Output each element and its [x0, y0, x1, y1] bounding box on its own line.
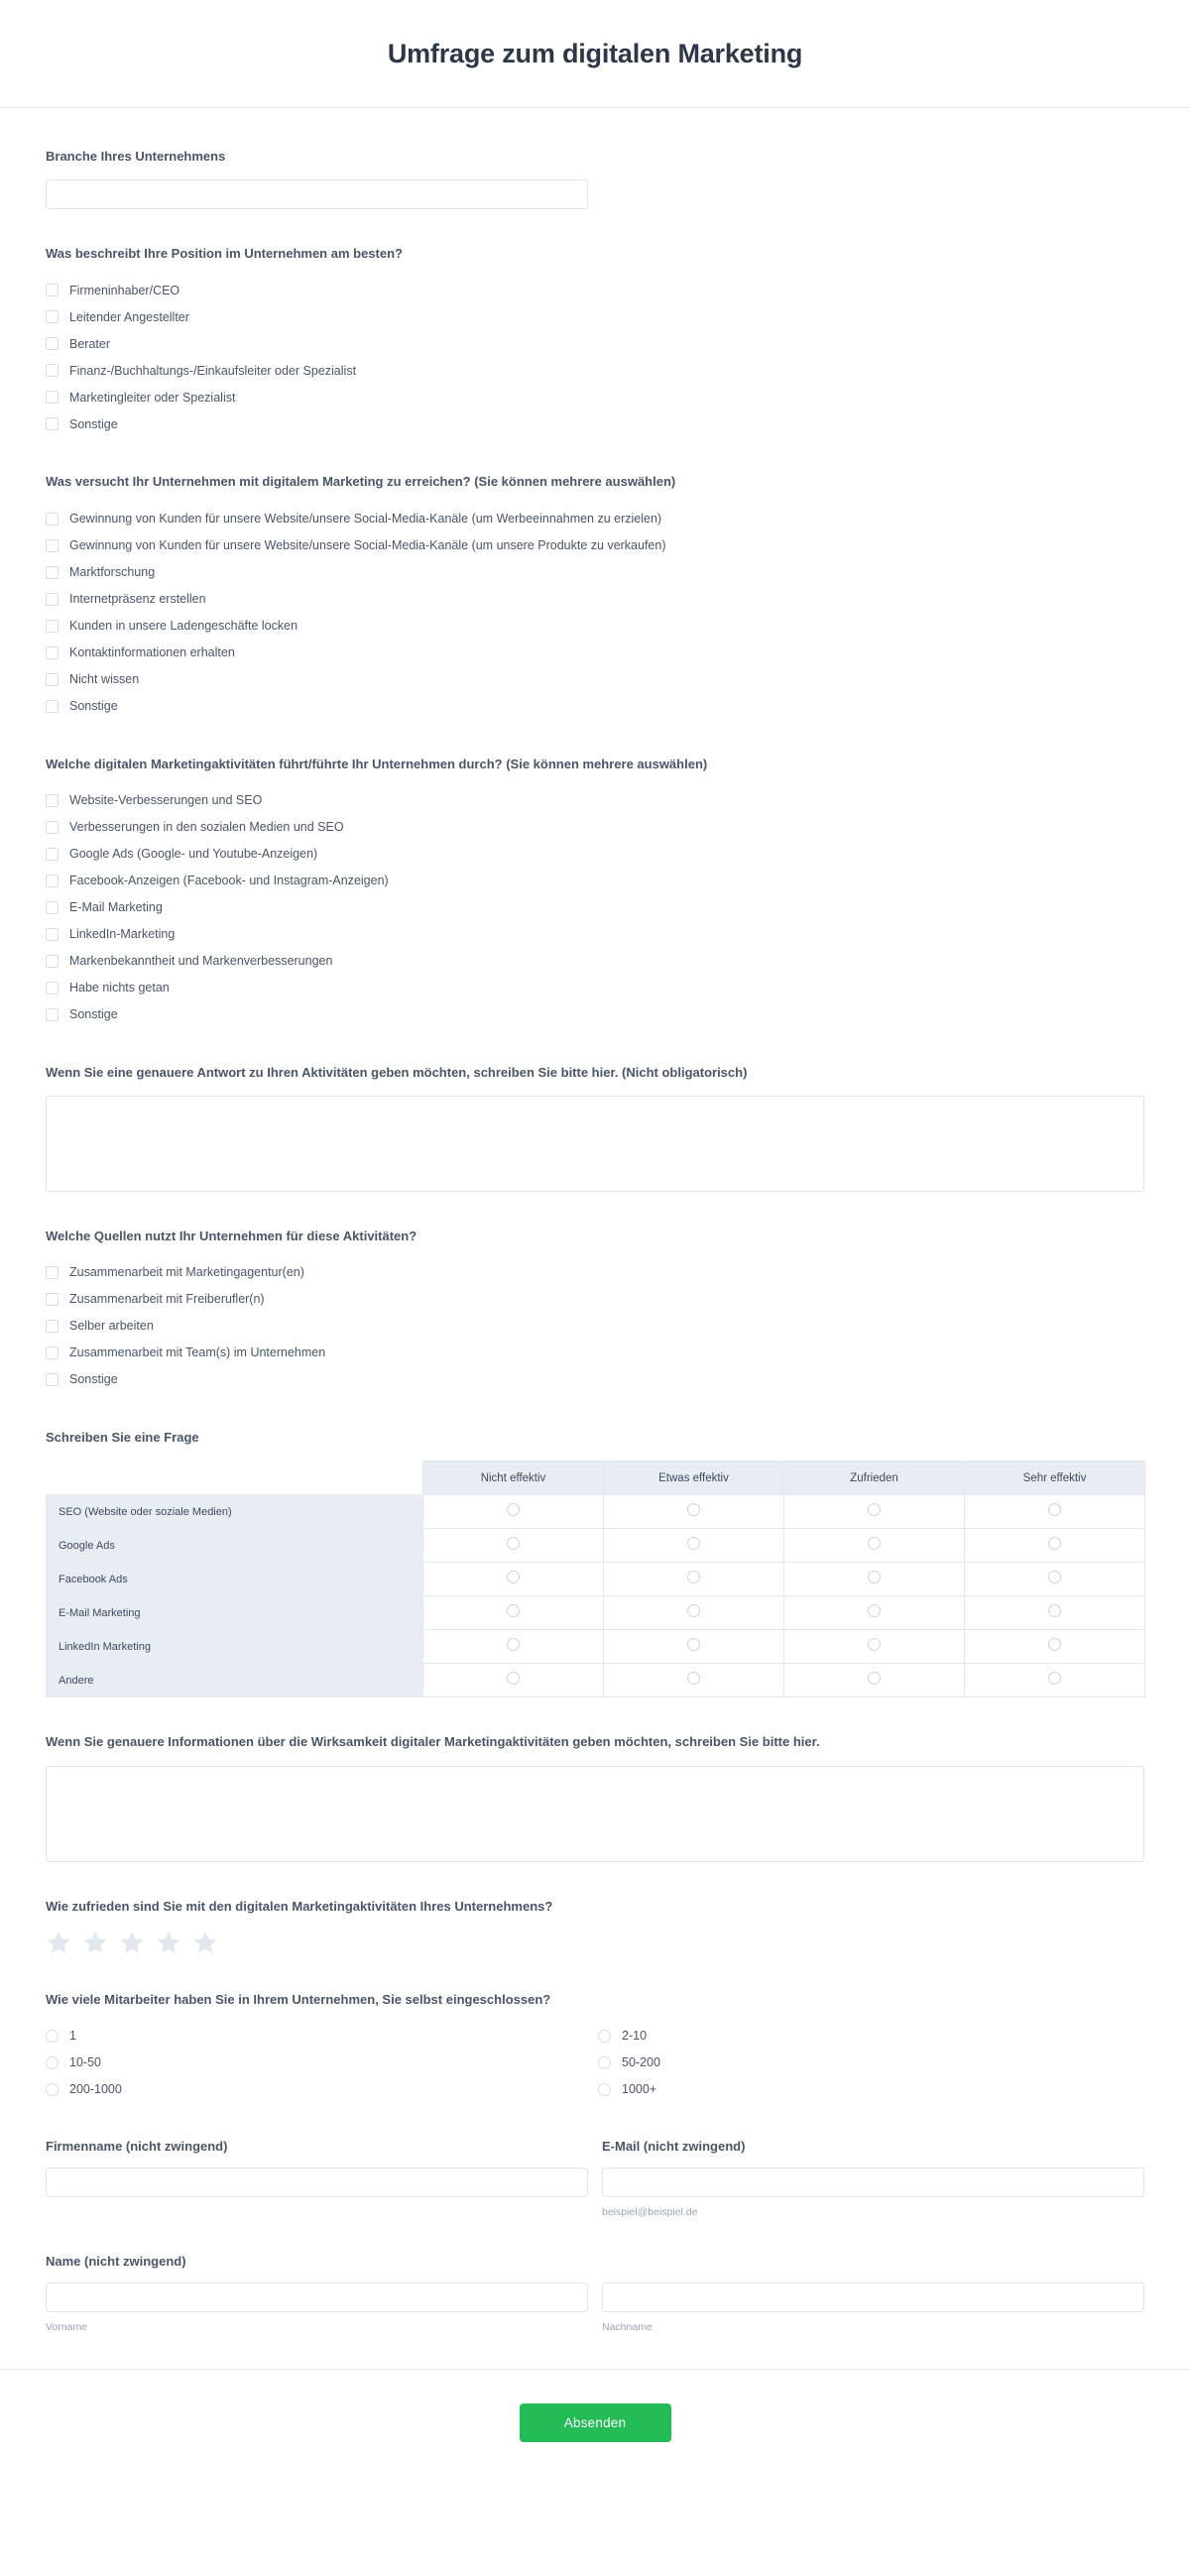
checkbox-label: LinkedIn-Marketing	[69, 927, 176, 941]
checkbox-label: Sonstige	[69, 416, 118, 431]
checkbox-label: Berater	[69, 336, 110, 351]
checkbox-icon[interactable]	[46, 1347, 59, 1359]
matrix-column-header: Etwas effektiv	[604, 1462, 784, 1495]
matrix-radio-cell[interactable]	[784, 1529, 965, 1563]
radio-row[interactable]	[46, 2023, 598, 2049]
checkbox-icon[interactable]	[46, 875, 59, 887]
matrix-row-label: E-Mail Marketing	[47, 1596, 423, 1630]
radio-icon[interactable]	[507, 1604, 520, 1617]
matrix-row-label: SEO (Website oder soziale Medien)	[47, 1495, 423, 1529]
checkbox-row[interactable]	[46, 357, 1144, 384]
matrix-radio-cell[interactable]	[604, 1495, 784, 1529]
matrix-radio-cell[interactable]	[423, 1563, 604, 1596]
matrix-radio-cell[interactable]	[604, 1563, 784, 1596]
radio-label: 2-10	[622, 2029, 648, 2044]
checkbox-label: Internetpräsenz erstellen	[69, 591, 206, 606]
checkbox-icon[interactable]	[46, 646, 59, 659]
field-matrix	[46, 1429, 1144, 1698]
matrix-radio-cell[interactable]	[784, 1596, 965, 1630]
page-title: Umfrage zum digitalen Marketing	[387, 38, 803, 68]
last-name-helper-text: Nachname	[602, 2320, 653, 2333]
activities-detail-textarea[interactable]	[46, 1096, 1144, 1192]
field-company-email	[46, 2139, 1144, 2218]
star-icon[interactable]	[119, 1930, 145, 1955]
checkbox-icon[interactable]	[46, 337, 59, 350]
matrix-corner-cell	[47, 1462, 423, 1495]
submit-button[interactable]: Absenden	[520, 2403, 671, 2442]
checkbox-icon[interactable]	[46, 821, 59, 834]
matrix-header-row	[47, 1462, 1145, 1495]
radio-icon[interactable]	[1048, 1537, 1061, 1550]
checkbox-row[interactable]	[46, 787, 1144, 814]
checkbox-row[interactable]	[46, 1340, 1144, 1366]
radio-icon[interactable]	[868, 1672, 881, 1685]
radio-icon[interactable]	[868, 1638, 881, 1651]
radio-icon[interactable]	[598, 2083, 611, 2096]
checkbox-icon[interactable]	[46, 1320, 59, 1333]
checkbox-row[interactable]	[46, 559, 1144, 586]
radio-icon[interactable]	[507, 1571, 520, 1583]
matrix-column-header: Sehr effektiv	[965, 1462, 1145, 1495]
matrix-radio-cell[interactable]	[965, 1630, 1145, 1664]
matrix-radio-cell[interactable]	[965, 1529, 1145, 1563]
activities-label: Welche digitalen Marketingaktivitäten führt/führte Ihr Unternehmen durch? (Sie können mehrere auswählen)	[46, 756, 708, 771]
star-icon[interactable]	[82, 1930, 108, 1955]
checkbox-row[interactable]	[46, 1001, 1144, 1028]
radio-icon[interactable]	[868, 1537, 881, 1550]
checkbox-icon[interactable]	[46, 928, 59, 941]
checkbox-row[interactable]	[46, 586, 1144, 613]
radio-icon[interactable]	[46, 2083, 59, 2096]
checkbox-row[interactable]	[46, 921, 1144, 948]
radio-icon[interactable]	[507, 1672, 520, 1685]
checkbox-label: Verbesserungen in den sozialen Medien und SEO	[69, 820, 344, 834]
matrix-radio-cell[interactable]	[784, 1563, 965, 1596]
checkbox-label: Zusammenarbeit mit Team(s) im Unternehmen	[69, 1346, 326, 1360]
matrix-radio-cell[interactable]	[604, 1529, 784, 1563]
matrix-row-label: Facebook Ads	[47, 1563, 423, 1596]
employees-label: Wie viele Mitarbeiter haben Sie in Ihrem Unternehmen, Sie selbst eingeschlossen?	[46, 1991, 551, 2007]
checkbox-icon[interactable]	[46, 1373, 59, 1386]
checkbox-row[interactable]	[46, 277, 1144, 303]
field-activities-detail	[46, 1064, 1144, 1192]
position-checkbox-list	[46, 277, 1144, 437]
checkbox-row[interactable]	[46, 693, 1144, 720]
matrix-radio-cell[interactable]	[784, 1630, 965, 1664]
matrix-table-wrapper	[46, 1461, 1144, 1698]
checkbox-label: Kontaktinformationen erhalten	[69, 644, 235, 659]
table-row	[47, 1664, 1145, 1698]
field-name	[46, 2254, 1144, 2333]
radio-icon[interactable]	[687, 1537, 700, 1550]
checkbox-row[interactable]	[46, 666, 1144, 693]
activities-detail-label: Wenn Sie eine genauere Antwort zu Ihren Aktivitäten geben möchten, schreiben Sie bitte hier. (Nicht obligatorisch)	[46, 1064, 748, 1080]
table-row	[47, 1495, 1145, 1529]
matrix-row-label: Andere	[47, 1664, 423, 1698]
matrix-radio-cell[interactable]	[604, 1596, 784, 1630]
checkbox-icon[interactable]	[46, 901, 59, 914]
checkbox-label: Zusammenarbeit mit Marketingagentur(en)	[69, 1265, 304, 1280]
email-label: E-Mail (nicht zwingend)	[602, 2138, 746, 2154]
matrix-row-label: LinkedIn Marketing	[47, 1630, 423, 1664]
matrix-radio-cell[interactable]	[965, 1495, 1145, 1529]
last-name-input[interactable]	[602, 2283, 1144, 2312]
checkbox-label: Sonstige	[69, 1007, 118, 1021]
checkbox-icon[interactable]	[46, 700, 59, 713]
radio-icon[interactable]	[687, 1604, 700, 1617]
employees-radio-grid	[46, 2023, 1144, 2103]
checkbox-icon[interactable]	[46, 539, 59, 552]
radio-icon[interactable]	[507, 1503, 520, 1516]
radio-row[interactable]	[46, 2049, 598, 2076]
matrix-radio-cell[interactable]	[965, 1664, 1145, 1698]
checkbox-label: Marketingleiter oder Spezialist	[69, 390, 236, 405]
matrix-radio-cell[interactable]	[423, 1630, 604, 1664]
checkbox-label: Gewinnung von Kunden für unsere Website/unsere Social-Media-Kanäle (um unsere Produkte zu verkaufen)	[69, 537, 666, 552]
checkbox-icon[interactable]	[46, 417, 59, 430]
matrix-radio-cell[interactable]	[965, 1563, 1145, 1596]
field-sources	[46, 1228, 1144, 1393]
first-name-input[interactable]	[46, 2283, 588, 2312]
radio-label: 50-200	[622, 2055, 660, 2070]
radio-label: 10-50	[69, 2055, 101, 2070]
table-row	[47, 1529, 1145, 1563]
checkbox-row[interactable]	[46, 303, 1144, 330]
checkbox-row[interactable]	[46, 506, 1144, 532]
sources-checkbox-list	[46, 1259, 1144, 1393]
checkbox-icon[interactable]	[46, 794, 59, 807]
checkbox-label: Website-Verbesserungen und SEO	[69, 793, 263, 807]
first-name-helper-text: Vorname	[46, 2320, 88, 2333]
effectiveness-detail-textarea[interactable]	[46, 1766, 1144, 1862]
checkbox-icon[interactable]	[46, 1008, 59, 1021]
checkbox-icon[interactable]	[46, 848, 59, 861]
checkbox-row[interactable]	[46, 841, 1144, 868]
matrix-radio-cell[interactable]	[423, 1529, 604, 1563]
checkbox-row[interactable]	[46, 330, 1144, 357]
matrix-label: Schreiben Sie eine Frage	[46, 1430, 199, 1446]
field-employees	[46, 1991, 1144, 2103]
field-satisfaction	[46, 1898, 1144, 1955]
checkbox-row[interactable]	[46, 868, 1144, 894]
matrix-radio-cell[interactable]	[604, 1630, 784, 1664]
field-industry	[46, 148, 1144, 209]
checkbox-label: Kunden in unsere Ladengeschäfte locken	[69, 618, 298, 633]
field-effectiveness-detail	[46, 1733, 1144, 1861]
first-name-column	[46, 2283, 588, 2333]
checkbox-label: Leitender Angestellter	[69, 309, 189, 324]
checkbox-icon[interactable]	[46, 364, 59, 377]
checkbox-row[interactable]	[46, 384, 1144, 410]
matrix-radio-cell[interactable]	[965, 1596, 1145, 1630]
radio-icon[interactable]	[687, 1571, 700, 1583]
matrix-column-header: Nicht effektiv	[423, 1462, 604, 1495]
checkbox-label: Google Ads (Google- und Youtube-Anzeigen)	[69, 847, 318, 861]
matrix-radio-cell[interactable]	[423, 1664, 604, 1698]
checkbox-icon[interactable]	[46, 620, 59, 633]
checkbox-label: Finanz-/Buchhaltungs-/Einkaufsleiter oder Spezialist	[69, 363, 357, 378]
email-column	[602, 2139, 1144, 2218]
radio-row[interactable]	[598, 2076, 1144, 2103]
satisfaction-label: Wie zufrieden sind Sie mit den digitalen Marketingaktivitäten Ihres Unternehmens?	[46, 1898, 553, 1914]
radio-row[interactable]	[598, 2023, 1144, 2049]
effectiveness-detail-label: Wenn Sie genauere Informationen über die Wirksamkeit digitaler Marketingaktivitäten geben möchten, schreiben Sie bitte hier.	[46, 1734, 820, 1750]
checkbox-icon[interactable]	[46, 673, 59, 686]
radio-label: 1	[69, 2029, 76, 2044]
checkbox-icon[interactable]	[46, 310, 59, 323]
last-name-column	[602, 2283, 1144, 2333]
company-email-columns	[46, 2139, 1144, 2218]
industry-label: Branche Ihres Unternehmens	[46, 149, 226, 164]
checkbox-icon[interactable]	[46, 391, 59, 404]
radio-icon[interactable]	[1048, 1503, 1061, 1516]
sources-label: Welche Quellen nutzt Ihr Unternehmen für diese Aktivitäten?	[46, 1228, 417, 1243]
radio-icon[interactable]	[1048, 1571, 1061, 1583]
checkbox-label: Habe nichts getan	[69, 981, 170, 995]
checkbox-row[interactable]	[46, 410, 1144, 437]
radio-icon[interactable]	[868, 1571, 881, 1583]
radio-icon[interactable]	[687, 1503, 700, 1516]
radio-icon[interactable]	[868, 1503, 881, 1516]
checkbox-label: Sonstige	[69, 1372, 118, 1387]
table-row	[47, 1630, 1145, 1664]
radio-row[interactable]	[46, 2076, 598, 2103]
checkbox-icon[interactable]	[46, 1293, 59, 1306]
checkbox-row[interactable]	[46, 975, 1144, 1001]
matrix-radio-cell[interactable]	[784, 1664, 965, 1698]
radio-icon[interactable]	[598, 2056, 611, 2069]
checkbox-label: Selber arbeiten	[69, 1319, 154, 1334]
checkbox-row[interactable]	[46, 1286, 1144, 1313]
checkbox-icon[interactable]	[46, 955, 59, 968]
name-label: Name (nicht zwingend)	[46, 2253, 186, 2269]
field-position	[46, 245, 1144, 437]
form-footer	[0, 2369, 1190, 2482]
checkbox-label: E-Mail Marketing	[69, 900, 163, 914]
matrix-radio-cell[interactable]	[604, 1664, 784, 1698]
email-input[interactable]	[602, 2167, 1144, 2197]
checkbox-row[interactable]	[46, 532, 1144, 559]
radio-icon[interactable]	[46, 2056, 59, 2069]
checkbox-icon[interactable]	[46, 1266, 59, 1279]
checkbox-icon[interactable]	[46, 566, 59, 579]
effectiveness-matrix-table	[46, 1461, 1145, 1698]
position-label: Was beschreibt Ihre Position im Unternehmen am besten?	[46, 246, 403, 262]
company-name-column	[46, 2139, 588, 2218]
star-icon[interactable]	[46, 1930, 71, 1955]
company-name-input[interactable]	[46, 2167, 588, 2197]
radio-icon[interactable]	[687, 1638, 700, 1651]
checkbox-label: Sonstige	[69, 698, 118, 713]
radio-icon[interactable]	[598, 2030, 611, 2043]
form-header	[0, 0, 1190, 108]
checkbox-label: Markenbekanntheit und Markenverbesserungen	[69, 954, 333, 968]
radio-icon[interactable]	[507, 1638, 520, 1651]
radio-icon[interactable]	[507, 1537, 520, 1550]
checkbox-icon[interactable]	[46, 284, 59, 296]
radio-icon[interactable]	[868, 1604, 881, 1617]
field-activities	[46, 756, 1144, 1028]
star-icon[interactable]	[156, 1930, 181, 1955]
goals-checkbox-list	[46, 506, 1144, 720]
checkbox-row[interactable]	[46, 613, 1144, 640]
checkbox-row[interactable]	[46, 1313, 1144, 1340]
checkbox-row[interactable]	[46, 814, 1144, 841]
checkbox-label: Gewinnung von Kunden für unsere Website/unsere Social-Media-Kanäle (um Werbeeinnahmen zu erzielen)	[69, 511, 662, 526]
radio-icon[interactable]	[1048, 1604, 1061, 1617]
radio-label: 200-1000	[69, 2082, 122, 2097]
field-goals	[46, 473, 1144, 719]
checkbox-icon[interactable]	[46, 513, 59, 526]
name-columns	[46, 2283, 1144, 2333]
checkbox-row[interactable]	[46, 640, 1144, 666]
matrix-row-label: Google Ads	[47, 1529, 423, 1563]
checkbox-row[interactable]	[46, 1259, 1144, 1286]
checkbox-row[interactable]	[46, 1366, 1144, 1393]
checkbox-icon[interactable]	[46, 982, 59, 995]
activities-checkbox-list	[46, 787, 1144, 1028]
checkbox-row[interactable]	[46, 894, 1144, 921]
radio-icon[interactable]	[1048, 1638, 1061, 1651]
radio-row[interactable]	[598, 2049, 1144, 2076]
matrix-column-header: Zufrieden	[784, 1462, 965, 1495]
matrix-radio-cell[interactable]	[784, 1495, 965, 1529]
star-rating[interactable]	[46, 1930, 1144, 1955]
checkbox-icon[interactable]	[46, 593, 59, 606]
radio-icon[interactable]	[1048, 1672, 1061, 1685]
matrix-radio-cell[interactable]	[423, 1596, 604, 1630]
table-row	[47, 1563, 1145, 1596]
goals-label: Was versucht Ihr Unternehmen mit digitalem Marketing zu erreichen? (Sie können mehrere auswählen)	[46, 474, 676, 490]
checkbox-label: Firmeninhaber/CEO	[69, 283, 180, 297]
checkbox-label: Zusammenarbeit mit Freiberufler(n)	[69, 1292, 265, 1307]
table-row	[47, 1596, 1145, 1630]
radio-icon[interactable]	[46, 2030, 59, 2043]
form-body	[0, 108, 1190, 2333]
checkbox-label: Marktforschung	[69, 564, 156, 579]
industry-input[interactable]	[46, 179, 588, 209]
checkbox-row[interactable]	[46, 948, 1144, 975]
matrix-radio-cell[interactable]	[423, 1495, 604, 1529]
email-helper-text: beispiel@beispiel.de	[602, 2205, 698, 2218]
radio-label: 1000+	[622, 2082, 657, 2097]
checkbox-label: Nicht wissen	[69, 671, 140, 686]
radio-icon[interactable]	[687, 1672, 700, 1685]
checkbox-label: Facebook-Anzeigen (Facebook- und Instagram-Anzeigen)	[69, 874, 389, 887]
company-name-label: Firmenname (nicht zwingend)	[46, 2138, 228, 2154]
star-icon[interactable]	[192, 1930, 218, 1955]
